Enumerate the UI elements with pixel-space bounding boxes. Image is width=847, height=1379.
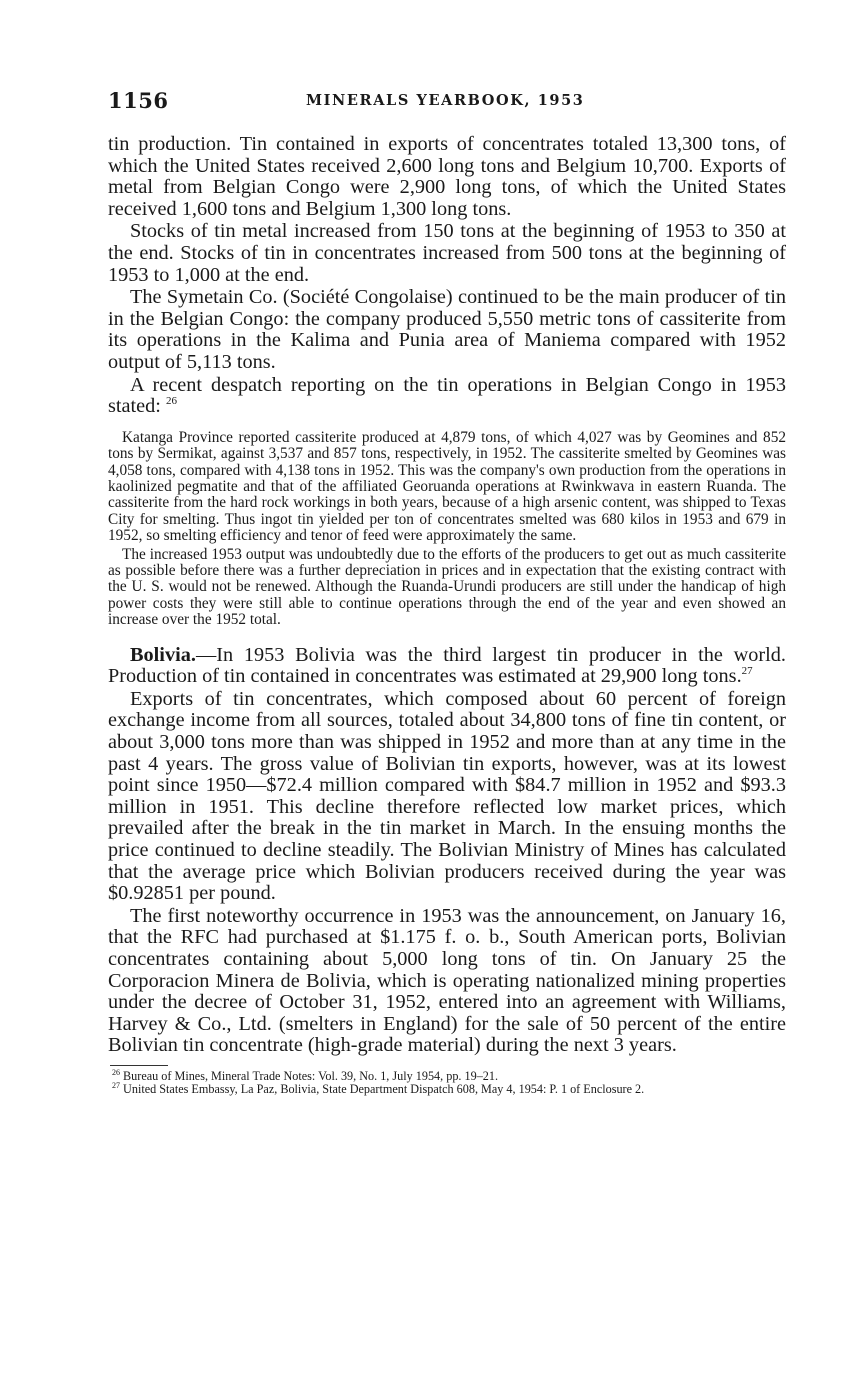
running-title: MINERALS YEARBOOK, 1953 — [306, 92, 585, 109]
section-lead: Bolivia. — [130, 643, 196, 666]
paragraph: The first noteworthy occurrence in 1953 was the announcement, on January 16, that the RFC had purchased at $1.175 f. o. b., South American ports, Bolivian concentrates containing about 5,000 long tons of tin. On January 25 the Corporacion Minera de Bolivia, which is operating nationalized mining properties under the decree of October 31, 1952, entered into an agreement with Williams, Harvey & Co., Ltd. (smelters in England) for the sale of 50 percent of the entire Bolivian tin concentrate (high-grade material) during the next 3 years. — [108, 904, 786, 1057]
paragraph: tin production. Tin contained in exports of concentrates totaled 13,300 tons, of which the United States received 2,600 long tons and Belgium 10,700. Exports of metal from Belgian Congo were 2,900 long tons, of which the United States received 1,600 tons and Belgium 1,300 long tons. — [108, 133, 786, 220]
paragraph: Stocks of tin metal increased from 150 tons at the beginning of 1953 to 350 at the end. Stocks of tin in concentrates increased from 500 tons at the beginning of 1953 to 1,000 at the end. — [108, 220, 786, 286]
page-header — [108, 88, 788, 118]
paragraph: The Symetain Co. (Société Congolaise) continued to be the main producer of tin in the Belgian Congo: the company produced 5,550 metric tons of cassiterite from its operations in the Kalima and Punia area of Maniema compared with 1952 output of 5,113 tons. — [108, 286, 786, 373]
footnote-reference: 26 — [166, 395, 178, 408]
page-number: 1156 — [108, 88, 169, 113]
footnote: $^{27}$ United States Embassy, La Paz, Bolivia, State Department Dispatch 608, May 4, 1954: P. 1 of Enclosure 2. — [112, 1080, 645, 1096]
footnote-reference: 27 — [741, 665, 753, 678]
paragraph: A recent despatch reporting on the tin operations in Belgian Congo in 1953 stated: $^{26}$ — [108, 373, 786, 418]
footnote: $^{26}$ Bureau of Mines, Mineral Trade Notes: Vol. 39, No. 1, July 1954, pp. 19–21. — [112, 1067, 499, 1083]
footnote-divider — [110, 1065, 168, 1066]
body-text — [108, 134, 786, 1096]
paragraph: Exports of tin concentrates, which composed about 60 percent of foreign exchange income from all sources, totaled about 34,800 tons of fine tin content, or about 3,000 tons more than was shipped in 1952 and more than at any time in the past 4 years. The gross value of Bolivian tin exports, however, was at its lowest point since 1950—$72.4 million compared with $84.7 million in 1952 and $93.3 million in 1951. This decline therefore reflected low market prices, which prevailed after the break in the tin market in March. In the ensuing months the price continued to decline steadily. The Bolivian Ministry of Mines has calculated that the average price which Bolivian producers received during the year was $0.92851 per pound. — [108, 687, 786, 905]
quote-paragraph: The increased 1953 output was undoubtedly due to the efforts of the producers to get out as much cassiterite as possible before there was a further depreciation in prices and in expectation that the existing contract with the U. S. would not be renewed. Although the Ruanda-Urundi producers are still under the handicap of high power costs they were still able to continue operations through the end of the year and even showed an increase over the 1952 total. — [108, 545, 786, 629]
quote-paragraph: Katanga Province reported cassiterite produced at 4,879 tons, of which 4,027 was by Geomines and 852 tons by Sermikat, against 3,537 and 857 tons, respectively, in 1952. The cassiterite smelted by Geomines was 4,058 tons, compared with 4,138 tons in 1952. This was the company's own production from the operations in kaolinized pegmatite and that of the affiliated Georuanda operations at Rwinkwava in eastern Ruanda. The cassiterite from the hard rock workings in both years, because of a high arsenic content, was shipped to Texas City for smelting. Thus ingot tin yielded per ton of concentrates smelted was 680 kilos in 1953 and 679 in 1952, so smelting efficiency and tenor of feed were approximately the same. — [108, 428, 786, 545]
bolivia-paragraph: Bolivia.—In 1953 Bolivia was the third largest tin producer in the world. Production of tin contained in concentrates was estimated at 29,900 long tons.$^{27}$ — [108, 643, 786, 688]
block-quote — [108, 430, 786, 629]
